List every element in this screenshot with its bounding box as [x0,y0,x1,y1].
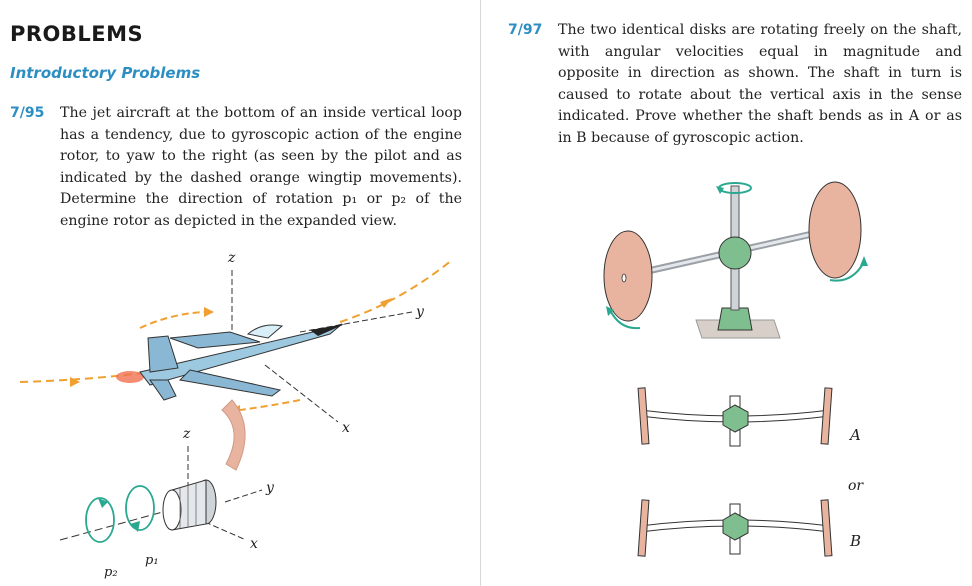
rotating-disks-figure [480,160,972,586]
left-column [0,0,480,586]
left-disk [604,231,652,321]
flight-path-ahead [340,260,452,322]
option-b-diagram [638,500,832,556]
p1-rotation-arrow [126,486,154,530]
wingtip-movement-upper [140,312,204,328]
jet-aircraft-figure [0,240,480,586]
y-label-top: y [416,304,424,320]
option-a-label: A [850,426,861,444]
option-b-label: B [850,532,862,550]
problem-7-97 [508,20,962,150]
y-axis-bottom [225,490,262,502]
hub [719,237,751,269]
vertical-rotation-arrowhead [716,186,724,194]
x-axis-bottom [205,522,246,540]
exhaust-flame [116,371,144,383]
or-label: or [848,478,864,494]
z-label-top: z [228,250,236,266]
x-label-bottom: x [250,536,258,552]
wingtip-movement-lower [240,400,300,410]
problem-text: The two identical disks are rotating freely on the shaft, with angular velocities equal in magnitude and opposite in direction as shown. The shaft in turn is caused to rotate about the vertical axis in the sense indicated. Prove whether the shaft bends as in A or as in B because of gyroscopic action. [558,22,962,146]
section-title: Introductory Problems [10,64,201,82]
page-title: PROBLEMS [10,22,144,46]
problem-number: 7/97 [508,22,543,38]
problem-number: 7/95 [10,105,45,121]
problem-text: The jet aircraft at the bottom of an inside vertical loop has a tendency, due to gyroscopic action of the engine rotor, to yaw to the right (as seen by the pilot and as indicated by the dashed orange wingtip movements). Determine the direction of rotation p₁ or p₂ of the engine rotor as depicted in the expanded view. [60,105,462,229]
right-column [480,0,972,586]
z-label-bottom: z [183,426,191,442]
p2-label: p₂ [104,565,118,580]
right-disk [809,182,861,278]
jet-aircraft [140,324,345,400]
arrowhead-upper [204,307,214,317]
p1-label: p₁ [145,553,159,568]
x-label-top: x [342,420,350,436]
option-a-diagram [638,388,832,446]
bearing-support [718,308,752,330]
arrowhead-path-ahead [380,298,392,308]
y-label-bottom: y [266,480,274,496]
p2-rotation-arrow [86,498,114,542]
engine-rotor [163,480,216,530]
problem-7-95 [10,103,462,233]
